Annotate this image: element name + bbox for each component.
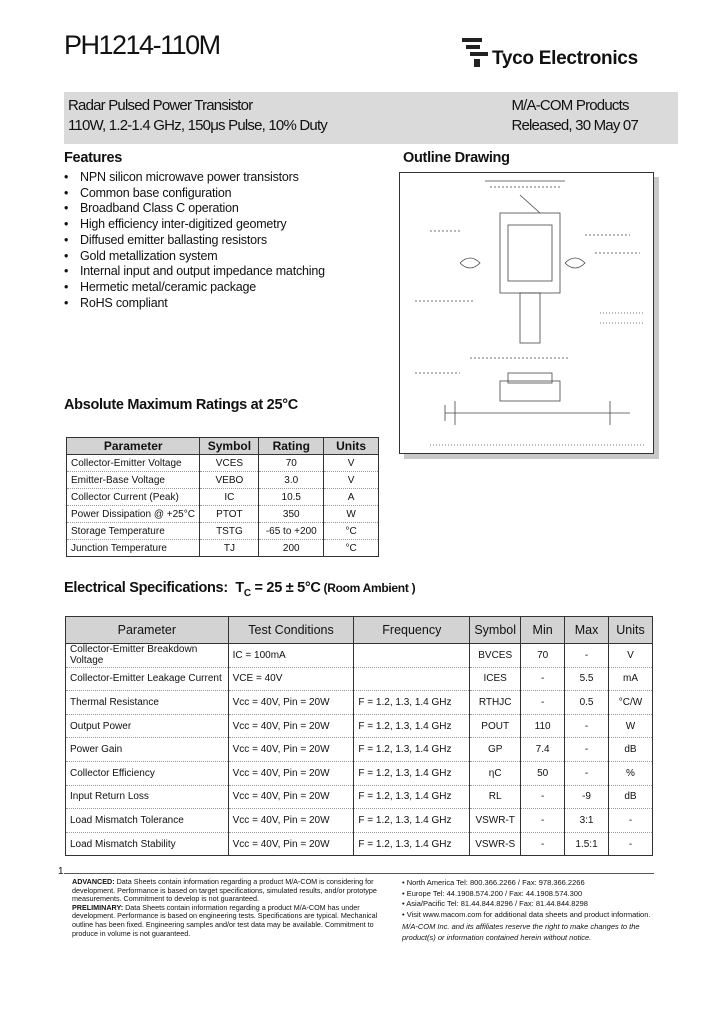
feature-item: • Hermetic metal/ceramic package [64, 280, 384, 296]
feature-item: • Broadband Class C operation [64, 201, 384, 217]
column-header: Symbol [200, 438, 259, 455]
table-cell: Thermal Resistance [66, 691, 229, 715]
table-cell: - [565, 738, 609, 762]
outline-title: Outline Drawing [403, 150, 510, 166]
contact-north-america: • North America Tel: 800.366.2266 / Fax: 978.366.2266 [402, 878, 662, 889]
table-row [67, 489, 379, 506]
table-cell: 110 [521, 714, 565, 738]
table-cell: Emitter-Base Voltage [67, 472, 200, 489]
table-header-row [67, 438, 379, 455]
table-cell: W [609, 714, 653, 738]
table-cell: °C/W [609, 691, 653, 715]
column-header: Parameter [66, 617, 229, 644]
feature-item: • High efficiency inter-digitized geometry [64, 217, 384, 233]
table-cell: Vcc = 40V, Pin = 20W [228, 691, 354, 715]
table-cell: Vcc = 40V, Pin = 20W [228, 832, 354, 856]
website-link[interactable]: • Visit www.macom.com for additional data sheets and product information. [402, 910, 662, 921]
table-cell: - [609, 832, 653, 856]
table-cell: Power Gain [66, 738, 229, 762]
table-cell: 70 [521, 644, 565, 668]
table-cell: 0.5 [565, 691, 609, 715]
table-cell: 5.5 [565, 667, 609, 691]
table-cell: - [521, 809, 565, 833]
table-cell: POUT [470, 714, 521, 738]
column-header: Min [521, 617, 565, 644]
elec-spec-temp-subscript: C [243, 587, 251, 599]
column-header: Rating [259, 438, 324, 455]
table-cell: Collector Efficiency [66, 761, 229, 785]
preliminary-note [72, 904, 382, 938]
table-cell: RTHJC [470, 691, 521, 715]
table-cell: Vcc = 40V, Pin = 20W [228, 714, 354, 738]
table-cell: F = 1.2, 1.3, 1.4 GHz [354, 809, 470, 833]
table-cell: PTOT [200, 506, 259, 523]
table-cell: IC = 100mA [228, 644, 354, 668]
table-cell: ηC [470, 761, 521, 785]
contact-asia-pacific: • Asia/Pacific Tel: 81.44.844.8296 / Fax: 81.44.844.8298 [402, 899, 662, 910]
column-header: Symbol [470, 617, 521, 644]
table-cell: F = 1.2, 1.3, 1.4 GHz [354, 738, 470, 762]
table-cell: -65 to +200 [259, 523, 324, 540]
table-cell: °C [324, 523, 379, 540]
table-cell: - [609, 809, 653, 833]
brand-name: Tyco Electronics [492, 48, 638, 69]
table-cell: Junction Temperature [67, 540, 200, 557]
table-cell: - [521, 667, 565, 691]
column-header: Frequency [354, 617, 470, 644]
feature-item: • Common base configuration [64, 186, 384, 202]
table-row [66, 761, 653, 785]
product-summary: 110W, 1.2-1.4 GHz, 150μs Pulse, 10% Duty [68, 117, 328, 134]
column-header: Test Conditions [228, 617, 354, 644]
table-cell: - [521, 785, 565, 809]
table-cell: V [609, 644, 653, 668]
table-cell: 7.4 [521, 738, 565, 762]
table-row [66, 785, 653, 809]
feature-item: • Gold metallization system [64, 249, 384, 265]
table-cell: Storage Temperature [67, 523, 200, 540]
table-row [67, 506, 379, 523]
elec-spec-temp-symbol: T [235, 580, 244, 596]
table-row [66, 832, 653, 856]
table-row [67, 455, 379, 472]
table-cell: VEBO [200, 472, 259, 489]
table-cell: A [324, 489, 379, 506]
package-outline-figure [400, 173, 653, 453]
table-cell: 50 [521, 761, 565, 785]
table-cell: RL [470, 785, 521, 809]
elec-spec-table [65, 616, 653, 856]
elec-spec-condition-note: (Room Ambient ) [320, 581, 416, 595]
header-left [68, 96, 327, 136]
table-cell: Vcc = 40V, Pin = 20W [228, 785, 354, 809]
table-cell: Load Mismatch Stability [66, 832, 229, 856]
contact-europe: • Europe Tel: 44.1908.574.200 / Fax: 44.1908.574.300 [402, 889, 662, 900]
column-header: Units [324, 438, 379, 455]
features-list [64, 170, 384, 311]
table-cell: 350 [259, 506, 324, 523]
table-row [66, 691, 653, 715]
table-cell: -9 [565, 785, 609, 809]
table-cell: 3.0 [259, 472, 324, 489]
feature-item: • NPN silicon microwave power transistors [64, 170, 384, 186]
table-cell: TSTG [200, 523, 259, 540]
advanced-label: ADVANCED: [72, 877, 115, 886]
table-cell: Power Dissipation @ +25°C [67, 506, 200, 523]
table-cell: BVCES [470, 644, 521, 668]
table-header-row [66, 617, 653, 644]
table-cell: - [565, 714, 609, 738]
header-band [64, 92, 678, 144]
division: M/A-COM Products [511, 97, 629, 114]
footer-notes [72, 878, 382, 938]
table-cell: 3:1 [565, 809, 609, 833]
table-cell: V [324, 455, 379, 472]
table-cell: - [565, 644, 609, 668]
table-row [66, 667, 653, 691]
table-row [67, 540, 379, 557]
table-cell: dB [609, 785, 653, 809]
feature-item: • Diffused emitter ballasting resistors [64, 233, 384, 249]
table-cell: dB [609, 738, 653, 762]
elec-spec-temp-value: = 25 ± 5°C [250, 580, 321, 596]
table-cell: F = 1.2, 1.3, 1.4 GHz [354, 761, 470, 785]
page-number: 1 [58, 866, 64, 877]
table-cell: 1.5:1 [565, 832, 609, 856]
table-cell: VCES [200, 455, 259, 472]
header-right [511, 96, 638, 136]
outline-drawing [399, 172, 654, 454]
table-cell: % [609, 761, 653, 785]
column-header: Max [565, 617, 609, 644]
table-cell: 200 [259, 540, 324, 557]
table-cell: VCE = 40V [228, 667, 354, 691]
table-row [67, 523, 379, 540]
footer-contacts [402, 878, 662, 944]
table-row [67, 472, 379, 489]
table-cell: Collector-Emitter Voltage [67, 455, 200, 472]
table-cell: W [324, 506, 379, 523]
column-header: Parameter [67, 438, 200, 455]
table-cell: VSWR-T [470, 809, 521, 833]
table-cell: Vcc = 40V, Pin = 20W [228, 761, 354, 785]
part-number: PH1214-110M [64, 30, 220, 60]
table-cell: - [565, 761, 609, 785]
table-cell: Load Mismatch Tolerance [66, 809, 229, 833]
table-row [66, 738, 653, 762]
abs-max-table [66, 437, 379, 557]
table-cell: IC [200, 489, 259, 506]
table-cell: 70 [259, 455, 324, 472]
table-cell: Vcc = 40V, Pin = 20W [228, 809, 354, 833]
table-cell: Vcc = 40V, Pin = 20W [228, 738, 354, 762]
table-cell: Output Power [66, 714, 229, 738]
table-cell: Collector-Emitter Leakage Current [66, 667, 229, 691]
table-cell: - [521, 832, 565, 856]
feature-item: • RoHS compliant [64, 296, 384, 312]
elec-spec-title [64, 580, 415, 599]
table-cell: ICES [470, 667, 521, 691]
table-row [66, 809, 653, 833]
table-cell: GP [470, 738, 521, 762]
table-cell: Input Return Loss [66, 785, 229, 809]
table-cell: Collector Current (Peak) [67, 489, 200, 506]
table-row [66, 644, 653, 668]
disclaimer: M/A-COM Inc. and its affiliates reserve the right to make changes to the product(s) or information contained herein without notice. [402, 922, 640, 942]
table-row [66, 714, 653, 738]
feature-item: • Internal input and output impedance matching [64, 264, 384, 280]
table-cell: °C [324, 540, 379, 557]
table-cell: VSWR-S [470, 832, 521, 856]
table-cell: F = 1.2, 1.3, 1.4 GHz [354, 832, 470, 856]
advanced-text: Data Sheets contain information regarding a product M/A-COM is considering for development. Performance is based on target specifications, simulated results, and/or prototype measurements. Commitment to develop is not guaranteed. [72, 877, 377, 904]
advanced-note [72, 878, 382, 904]
tyco-logo-icon [460, 34, 490, 68]
abs-max-title: Absolute Maximum Ratings at 25°C [64, 397, 298, 413]
preliminary-text: Data Sheets contain information regarding a product M/A-COM has under development. Performance is based on engineering tests. Specifications are typical. Mechanical outline has been fixed. Engineering samples and/or test data may be available. Commitment to produce in volume is not guaranteed. [72, 902, 378, 938]
table-cell: F = 1.2, 1.3, 1.4 GHz [354, 691, 470, 715]
table-cell: F = 1.2, 1.3, 1.4 GHz [354, 785, 470, 809]
table-cell: F = 1.2, 1.3, 1.4 GHz [354, 714, 470, 738]
brand-block [460, 34, 660, 74]
table-cell: 10.5 [259, 489, 324, 506]
features-title: Features [64, 150, 123, 166]
elec-spec-label: Electrical Specifications: [64, 580, 228, 596]
product-type: Radar Pulsed Power Transistor [68, 97, 253, 114]
table-cell: Collector-Emitter Breakdown Voltage [66, 644, 229, 668]
table-cell: - [521, 691, 565, 715]
table-cell: V [324, 472, 379, 489]
table-cell: mA [609, 667, 653, 691]
table-cell [354, 667, 470, 691]
column-header: Units [609, 617, 653, 644]
table-cell: TJ [200, 540, 259, 557]
preliminary-label: PRELIMINARY: [72, 902, 124, 912]
release-date: Released, 30 May 07 [511, 117, 638, 134]
table-cell [354, 644, 470, 668]
footer-divider [64, 873, 654, 874]
